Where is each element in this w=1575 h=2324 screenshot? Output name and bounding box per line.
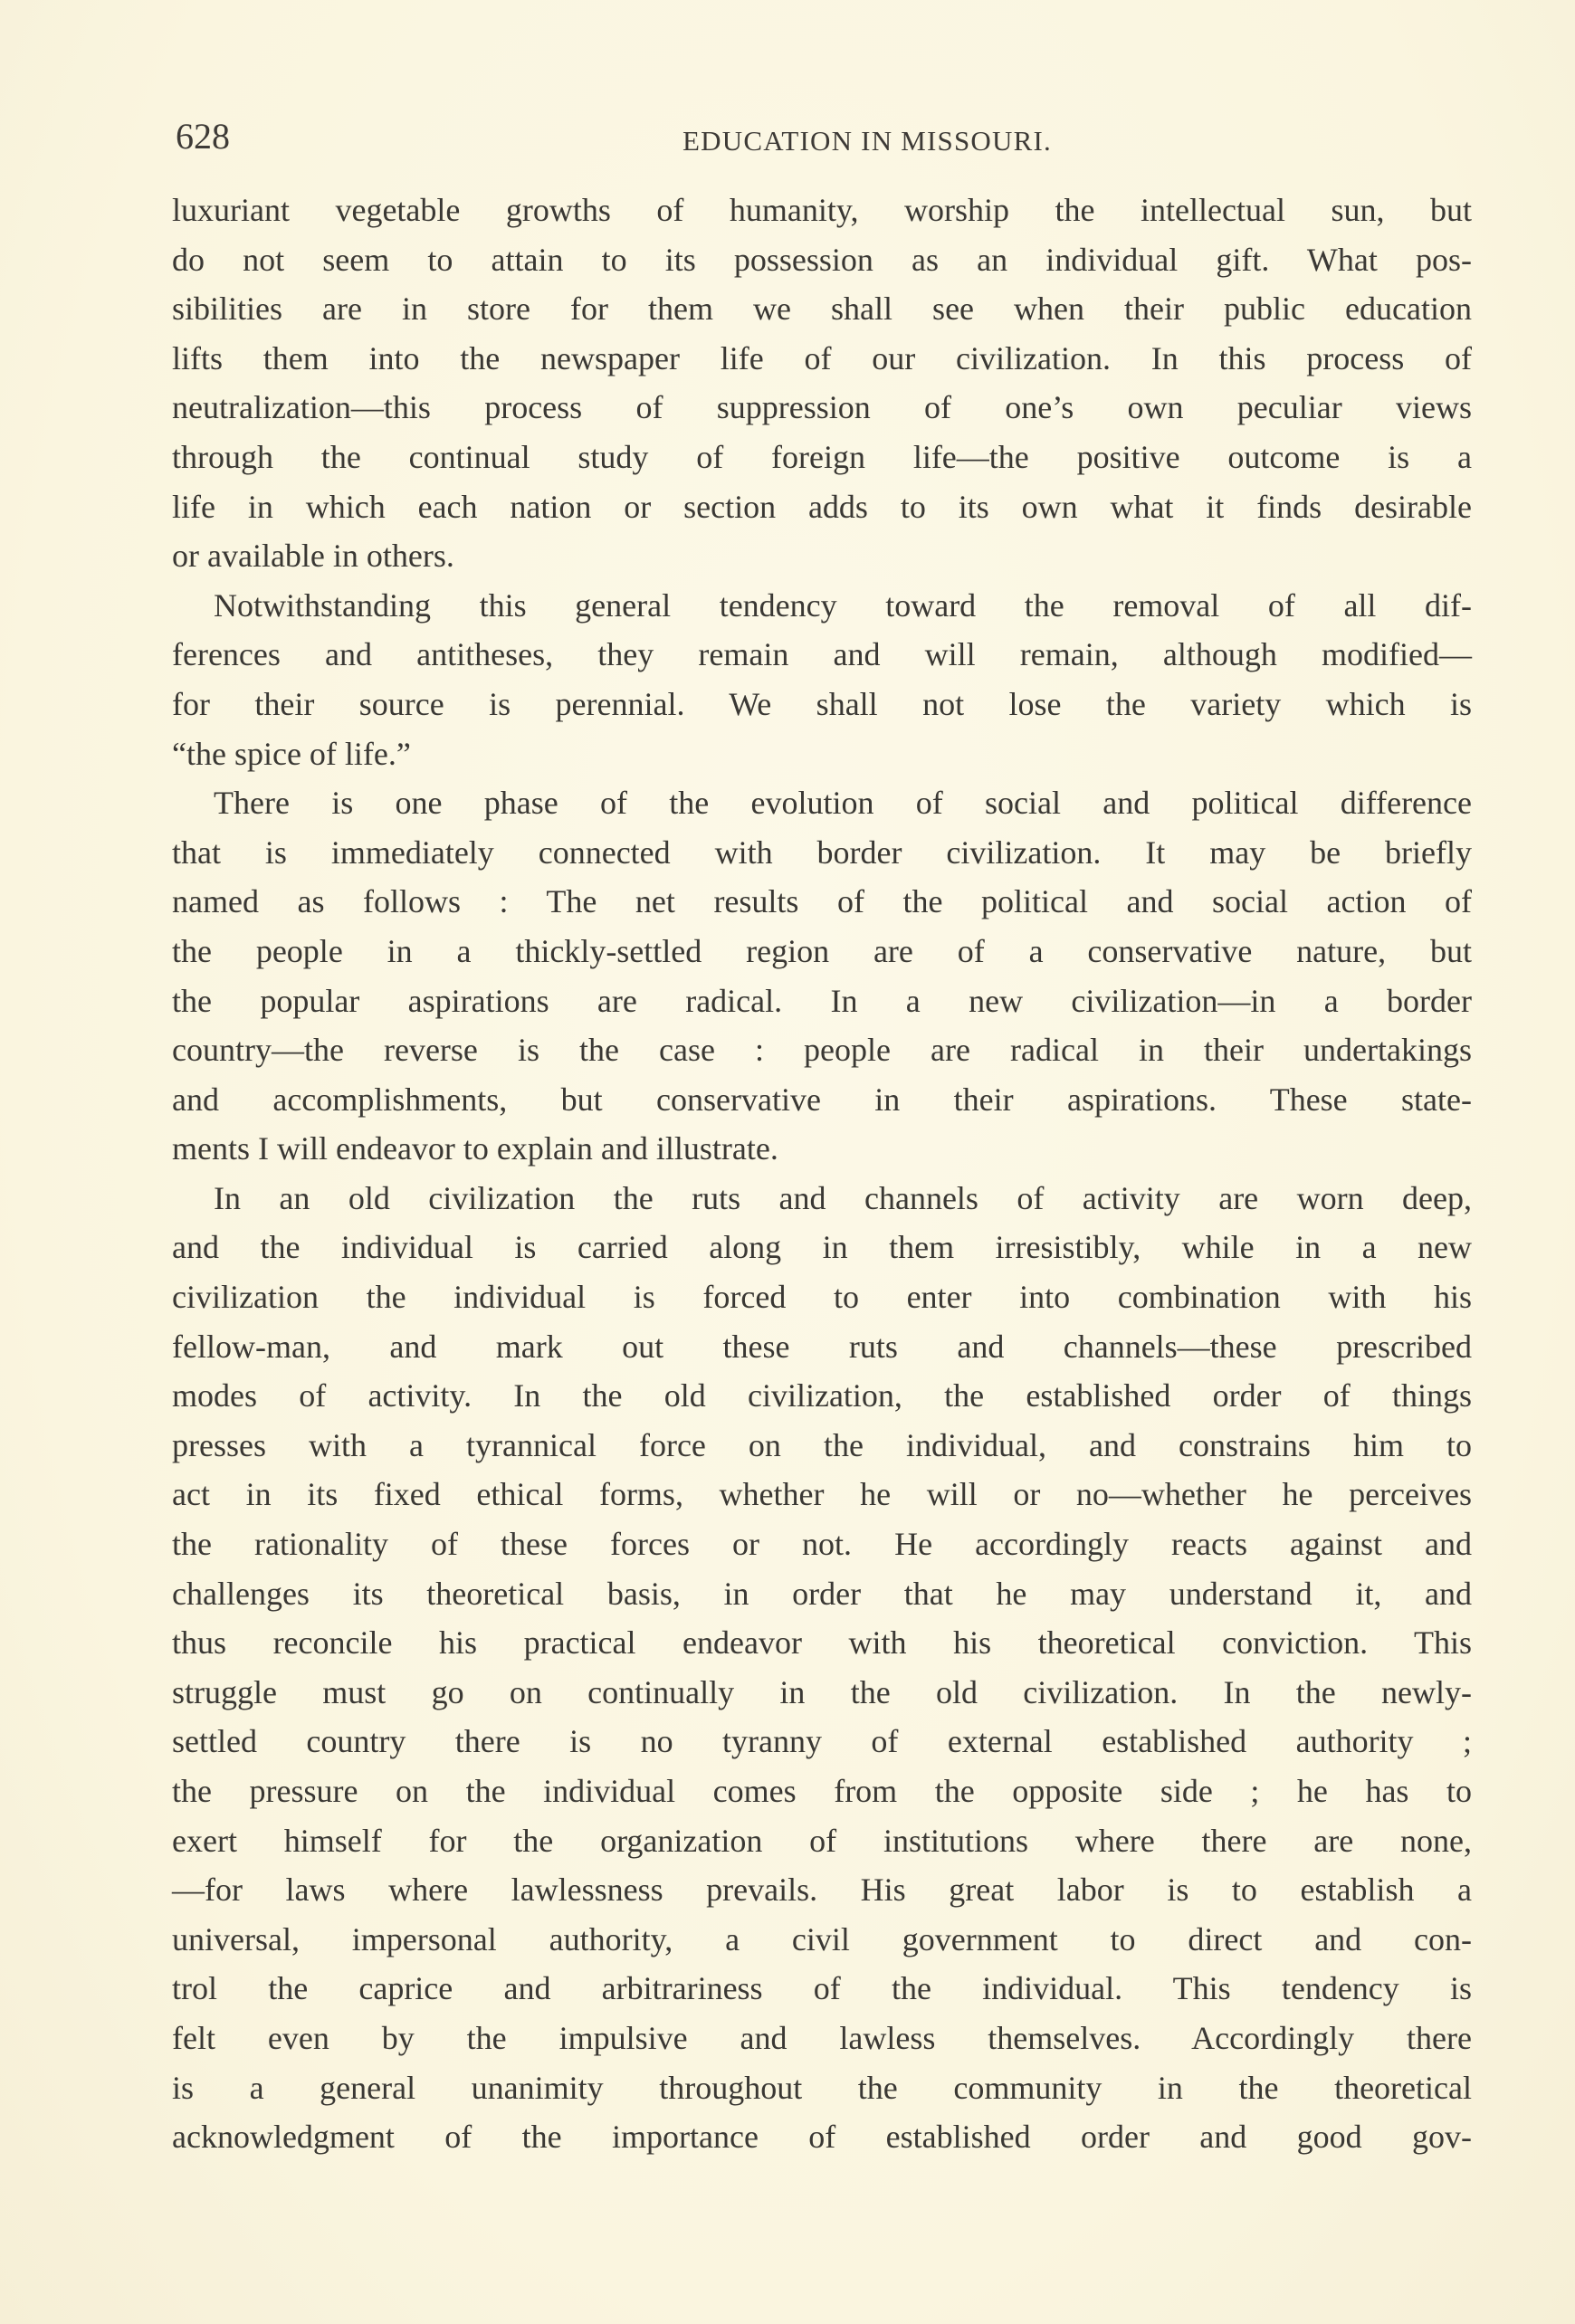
text-line: and accomplishments, but conservative in their aspirations. These state- bbox=[172, 1081, 1472, 1118]
text-line: act in its fixed ethical forms, whether he will or no—whether he perceives bbox=[172, 1476, 1472, 1513]
text-line: luxuriant vegetable growths of humanity, worship the intellectual sun, but bbox=[172, 192, 1472, 228]
text-line: acknowledgment of the importance of established order and good gov- bbox=[172, 2119, 1472, 2156]
text-line: for their source is perennial. We shall not lose the variety which is bbox=[172, 685, 1472, 722]
text-line: ferences and antitheses, they remain and will remain, although modified— bbox=[172, 636, 1472, 673]
text-line: In an old civilization the ruts and channels of activity are worn deep, bbox=[214, 1179, 1472, 1216]
text-line: the pressure on the individual comes from the opposite side ; he has to bbox=[172, 1773, 1472, 1809]
text-line: fellow-man, and mark out these ruts and channels—these prescribed bbox=[172, 1328, 1472, 1365]
text-line: the people in a thickly-settled region are of a conservative nature, but bbox=[172, 932, 1472, 969]
text-line: struggle must go on continually in the old civilization. In the newly- bbox=[172, 1673, 1472, 1710]
text-line: is a general unanimity throughout the community in the theoretical bbox=[172, 2069, 1472, 2106]
text-line: the rationality of these forces or not. He accordingly reacts against and bbox=[172, 1526, 1472, 1563]
text-line: that is immediately connected with border civilization. It may be briefly bbox=[172, 833, 1472, 871]
page-number: 628 bbox=[176, 116, 230, 157]
text-line: ments I will endeavor to explain and illustrate. bbox=[172, 1130, 778, 1167]
running-head bbox=[172, 114, 1472, 159]
text-line: lifts them into the newspaper life of our civilization. In this process of bbox=[172, 339, 1472, 376]
paragraph bbox=[172, 778, 1472, 1174]
text-line: or available in others. bbox=[172, 538, 454, 575]
text-line: named as follows : The net results of the political and social action of bbox=[172, 883, 1472, 920]
text-line: neutralization—this process of suppression of one’s own peculiar views bbox=[172, 389, 1472, 426]
text-line: felt even by the impulsive and lawless themselves. Accordingly there bbox=[172, 2019, 1472, 2056]
text-line: through the continual study of foreign life—the positive outcome is a bbox=[172, 438, 1472, 475]
text-line: and the individual is carried along in them irresistibly, while in a new bbox=[172, 1229, 1472, 1266]
text-line: civilization the individual is forced to enter into combination with his bbox=[172, 1279, 1472, 1316]
text-line: There is one phase of the evolution of social and political difference bbox=[214, 785, 1472, 822]
text-line: “the spice of life.” bbox=[172, 735, 411, 772]
text-line: life in which each nation or section adds to its own what it finds desirable bbox=[172, 488, 1472, 525]
text-line: do not seem to attain to its possession as an individual gift. What pos- bbox=[172, 241, 1472, 278]
text-line: —for laws where lawlessness prevails. His great labor is to establish a bbox=[172, 1872, 1472, 1909]
running-title: EDUCATION IN MISSOURI. bbox=[682, 125, 1052, 157]
text-line: exert himself for the organization of institutions where there are none, bbox=[172, 1822, 1472, 1859]
paragraph bbox=[172, 581, 1472, 778]
text-line: thus reconcile his practical endeavor with his theoretical conviction. This bbox=[172, 1624, 1472, 1662]
text-line: settled country there is no tyranny of external established authority ; bbox=[172, 1723, 1472, 1760]
text-line: country—the reverse is the case : people are radical in their undertakings bbox=[172, 1032, 1472, 1069]
text-line: sibilities are in store for them we shall see when their public education bbox=[172, 290, 1472, 328]
text-line: the popular aspirations are radical. In a new civilization—in a border bbox=[172, 982, 1472, 1019]
text-line: universal, impersonal authority, a civil government to direct and con- bbox=[172, 1920, 1472, 1957]
text-line: Notwithstanding this general tendency toward the removal of all dif- bbox=[214, 586, 1472, 624]
body-text bbox=[172, 186, 1472, 2162]
paragraph bbox=[172, 1174, 1472, 2162]
text-line: presses with a tyrannical force on the individual, and constrains him to bbox=[172, 1426, 1472, 1463]
paragraph bbox=[172, 186, 1472, 581]
text-line: challenges its theoretical basis, in order that he may understand it, and bbox=[172, 1575, 1472, 1612]
text-line: modes of activity. In the old civilization, the established order of things bbox=[172, 1377, 1472, 1414]
text-line: trol the caprice and arbitrariness of the individual. This tendency is bbox=[172, 1970, 1472, 2007]
